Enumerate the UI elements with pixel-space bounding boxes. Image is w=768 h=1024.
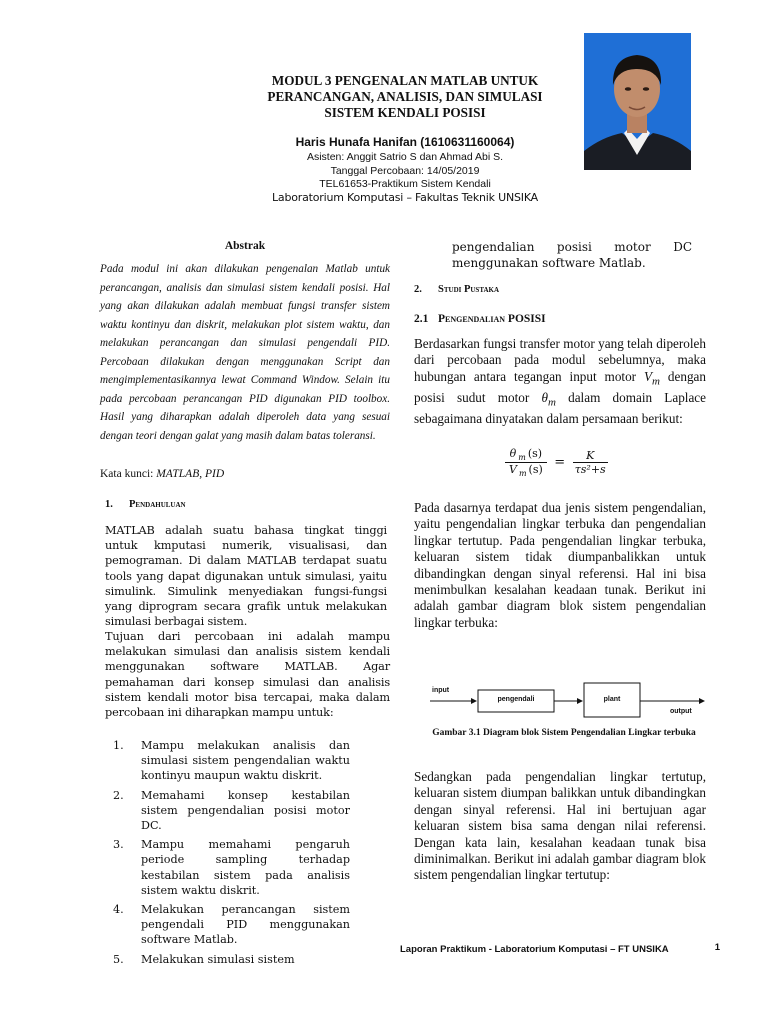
author-photo bbox=[584, 33, 691, 170]
diagram-lines bbox=[428, 680, 708, 722]
section-2-1-title-b: POSISI bbox=[507, 313, 546, 325]
diagram-controller-label: pengendali bbox=[497, 696, 535, 703]
page-number: 1 bbox=[714, 942, 720, 953]
section-2-heading bbox=[414, 284, 499, 295]
study-paragraph-2: Pada dasarnya terdapat dua jenis sistem pengendalian, yaitu pengendalian lingkar terbuka dan pengendalian lingkar tertutup. Pada pengendalian lingkar terbuka, keluaran sistem tidak diumpanbalikkan untuk dibandingkan dengan sinyal referensi. Hal ini bisa menimbulkan kesalahan keadaan tunak. Berikut ini adalah gambar diagram blok sistem pengendalian lingkar terbuka: bbox=[414, 500, 706, 630]
eq-lhs: $\frac{\theta _m (s)}{V _m (s)}$ bbox=[505, 447, 547, 478]
section-2-title: Studi Pustaka bbox=[438, 284, 500, 295]
section-1-number: 1. bbox=[105, 499, 113, 510]
eq-equals: = bbox=[554, 455, 566, 471]
section-2-1-number: 2.1 bbox=[414, 313, 429, 325]
figure-caption: Gambar 3.1 Diagram blok Sistem Pengendalian Lingkar terbuka bbox=[432, 728, 696, 738]
page-footer bbox=[400, 944, 720, 955]
continued-text: pengendalian posisi motor DC menggunakan software Matlab. bbox=[452, 240, 692, 270]
assistant-line: Asisten: Anggit Satrio S dan Ahmad Abi S. bbox=[306, 151, 504, 163]
list-item: 5. Melakukan simulasi sistem bbox=[113, 952, 295, 966]
open-loop-block-diagram bbox=[428, 680, 708, 722]
keywords-value: MATLAB, PID bbox=[156, 468, 225, 480]
abstract-text: Pada modul ini akan dilakukan pengenalan Matlab untuk perancangan, analisis dan simulasi sistem kendali posisi. Hal yang akan dilakukan adalah membuat fungsi transfer sistem waktu kontinyu dan diskrit, melakukan plot sistem waktu, dan melakukan perancangan dan simulasi pengendali PID. Percobaan dilakukan dengan menggunakan Script dan mengimplementasikannya lewat Command Window. Selain itu pada percobaan perancangan PID digunakan PID toolbox. Hasil yang diharapkan adalah diperoleh data yang sesuai dengan teori dengan galat yang masih dalam batas toleransi. bbox=[100, 263, 390, 442]
abstract-heading: Abstrak bbox=[224, 240, 266, 252]
list-item: 3. Mampu memahami pengaruh periode sampling terhadap kestabilan sistem pada analisis sistem waktu diskrit. bbox=[113, 838, 350, 897]
section-1-title: Pendahuluan bbox=[129, 499, 186, 510]
lab-line: Laboratorium Komputasi – Fakultas Teknik UNSIKA bbox=[272, 191, 538, 204]
title-line-1: MODUL 3 PENGENALAN MATLAB UNTUK bbox=[271, 73, 539, 88]
date-line: Tanggal Percobaan: 14/05/2019 bbox=[330, 165, 480, 177]
portrait-illustration bbox=[584, 33, 691, 170]
diagram-input-label: input bbox=[432, 687, 450, 694]
title-line-3: SISTEM KENDALI POSISI bbox=[324, 105, 486, 120]
study-paragraph-3: Sedangkan pada pengendalian lingkar tertutup, keluaran sistem diumpan balikkan untuk dibandingkan dengan sinyal referensi. Hal ini bertujuan agar keluaran sistem bisa sama dengan nilai referensi. Dengan kata lain, kesalahan keadaan tunak bisa diminimalkan. Berikut ini adalah gambar diagram blok sistem pengendalian lingkar tertutup: bbox=[414, 769, 706, 883]
list-item: 2. Memahami konsep kestabilan sistem pengendalian posisi motor DC. bbox=[113, 788, 350, 833]
author-name: Haris Hunafa Hanifan (1610631160064) bbox=[295, 135, 515, 149]
course-line: TEL61653-Praktikum Sistem Kendali bbox=[319, 178, 491, 190]
section-1-heading bbox=[105, 499, 186, 510]
title-line-2: PERANCANGAN, ANALISIS, DAN SIMULASI bbox=[267, 89, 543, 104]
keywords-label: Kata kunci: bbox=[100, 468, 154, 480]
footer-text: Laporan Praktikum - Laboratorium Komputasi – FT UNSIKA bbox=[400, 944, 669, 955]
paper-title bbox=[230, 73, 580, 121]
study-paragraph-1: Berdasarkan fungsi transfer motor yang telah diperoleh dari percobaan pada modul sebelumnya, maka hubungan antara tegangan input motor $V_m$ dengan posisi sudut motor $\theta_m$ dalam domain Laplace sebagaimana dinyatakan dalam persamaan berikut: bbox=[414, 336, 707, 426]
section-2-1-title-a: Pengendalian bbox=[438, 313, 506, 325]
list-item: 1. Mampu melakukan analisis dan simulasi sistem pengendalian waktu kontinyu maupun waktu diskrit. bbox=[113, 739, 350, 783]
keywords bbox=[100, 468, 390, 480]
section-2-number: 2. bbox=[414, 284, 422, 295]
list-item: 4. Melakukan perancangan sistem pengendali PID menggunakan software Matlab. bbox=[113, 903, 350, 947]
objectives-list bbox=[105, 738, 350, 971]
eq-rhs: $\frac{K}{\text{τs²+s}}$ bbox=[574, 449, 606, 477]
transfer-function-equation bbox=[505, 447, 645, 478]
section-2-1-heading bbox=[414, 313, 546, 325]
diagram-plant-label: plant bbox=[603, 696, 621, 703]
intro-paragraph-2: Tujuan dari percobaan ini adalah mampu melakukan simulasi dan analisis sistem kendali menggunakan software MATLAB. Agar pemahaman dari konsep simulasi dan analisis sistem kendali motor bisa tercapai, maka dalam percobaan ini diharapkan mampu untuk: bbox=[105, 630, 390, 720]
intro-paragraph-1: MATLAB adalah suatu bahasa tingkat tinggi untuk kmputasi numerik, visualisasi, dan pemograman. Di dalam MATLAB terdapat suatu tools yang dapat digunakan untuk simulasi, yaitu simulink. Simulink menyediakan fungsi-fungsi yang diprogram secara grafik untuk melakukan simulasi berbagai sistem. bbox=[105, 524, 387, 629]
diagram-output-label: output bbox=[670, 708, 692, 715]
